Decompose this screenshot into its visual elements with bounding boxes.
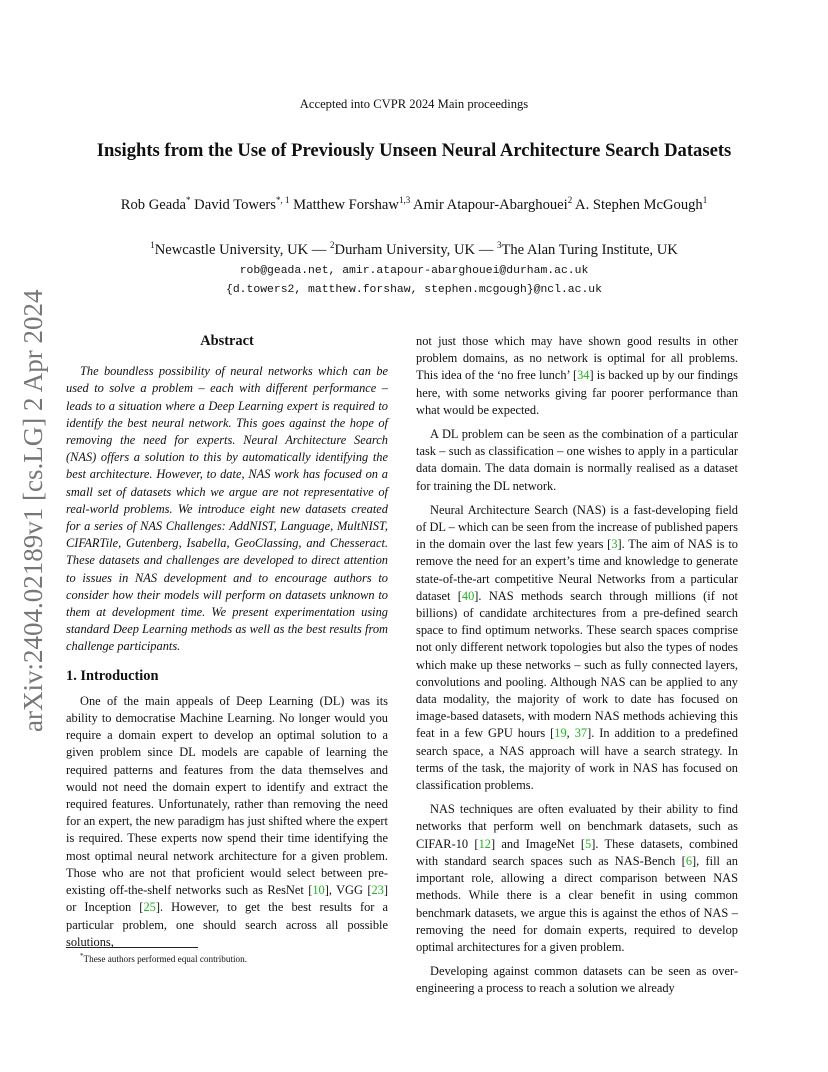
affiliation: The Alan Turing Institute, UK [501, 241, 678, 258]
citation-link[interactable]: 12 [478, 836, 491, 851]
email-line[interactable]: rob@geada.net, amir.atapour-abarghouei@durham.ac.uk [239, 265, 589, 277]
citation-link[interactable]: 19 [554, 726, 567, 741]
author-name: David Towers [194, 196, 276, 213]
affiliation-mark: 1 [150, 240, 155, 250]
author-mark: * [186, 195, 191, 205]
paragraph: Neural Architecture Search (NAS) is a fast-developing field of DL – which can be seen from the increase of published papers in the domain over the last few years [3]. The aim of NAS is to remove the need for an expert’s time and knowledge to generate state-of-the-art competitive Neural Networks from a particular dataset [40]. NAS methods search through millions (if not billions) of candidate architectures from a pre-defined search space to find optimum networks. These search spaces comprise not only different network topologies but also the types of nodes which make up these networks – such as fully connected layers, convolutions and pooling. Although NAS can be applied to any data modality, the majority of work to date has focused on image-based datasets, with modern NAS methods achieving this feat in a few GPU hours [19, 37]. In addition to a predefined search space, a NAS approach will have a search strategy. In terms of the task, the majority of work in NAS has focused on classification problems. [416, 502, 738, 793]
abstract-text: The boundless possibility of neural networks which can be used to solve a problem – each with different performance – leads to a situation where a Deep Learning expert is required to identify the best neural network. This goes against the hope of removing the need for experts. Neural Architecture Search (NAS) offers a solution to this by automatically identifying the best architecture. However, to date, NAS work has focused on a small set of datasets which we argue are not representative of real-world problems. We introduce eight new datasets created for a series of NAS Challenges: AddNIST, Language, MultNIST, CIFARTile, Gutenberg, Isabella, GeoClassing, and Chesseract. These datasets and challenges are developed to direct attention to issues in NAS development and to encourage authors to consider how their models will perform on datasets unknown to them at development time. We present experimentation using standard Deep Learning methods as well as the best results from challenge participants. [66, 364, 388, 654]
abstract-heading: Abstract [200, 333, 254, 349]
arxiv-stamp [18, 289, 58, 732]
left-column [66, 333, 388, 958]
paper-title: Insights from the Use of Previously Unseen Neural Architecture Search Datasets [96, 140, 732, 161]
author-mark: 2 [567, 195, 573, 205]
author-mark: 1 [702, 195, 708, 205]
paragraph: A DL problem can be seen as the combination of a particular task – such as classification – one wishes to apply in a particular data domain. The data domain is normally realised as a dataset for training the DL network. [416, 427, 738, 493]
citation-link[interactable]: 23 [371, 883, 384, 898]
paragraph: not just those which may have shown good results in other problem domains, as no network is optimal for all problems. This idea of the ‘no free lunch’ [34] is backed up by our findings here, with some networks giving far poorer performance than what would be expected. [416, 334, 738, 417]
citation-link[interactable]: 6 [685, 853, 693, 868]
author-mark: *, 1 [275, 195, 290, 205]
affiliation-mark: 3 [496, 240, 502, 250]
footnote: *These authors performed equal contribution. [80, 952, 248, 965]
author-name: A. Stephen McGough [575, 196, 703, 213]
affiliation: Newcastle University, UK — [154, 241, 331, 258]
author-list [0, 195, 828, 214]
affiliations [0, 240, 828, 259]
venue-note: Accepted into CVPR 2024 Main proceedings [299, 97, 529, 111]
paragraph: One of the main appeals of Deep Learning (DL) was its ability to democratise Machine Learning. No longer would you require a domain expert to develop an optimal solution to a given problem since DL models are capable of learning the required patterns and features from the data themselves and would not need the domain expert to identify and extract the required features. Unfortunately, rather than removing the need for an expert, the new paradigm has just shifted where the expert is required. These experts now spend their time identifying the most optimal neural network architecture for a given problem. Those who are not that proficient would select between pre-existing off-the-shelf networks such as ResNet [10], VGG [23] or Inception [25]. However, to get the best results for a particular problem, one should search across all possible solutions, [66, 693, 388, 949]
paragraph: NAS techniques are often evaluated by their ability to find networks that perform well on benchmark datasets, such as CIFAR-10 [12] and ImageNet [5]. These datasets, combined with standard search spaces such as NAS-Bench [6], fill an important role, allowing a direct comparison between NAS methods. While there is a clear benefit in using common benchmark datasets, we argue this is against the ethos of NAS – removing the need for domain experts, required to develop optimal architectures for a given problem. [416, 802, 738, 954]
citation-link[interactable]: 5 [584, 836, 592, 851]
affiliation-mark: 2 [330, 240, 335, 250]
author-name: Matthew Forshaw [293, 196, 399, 213]
paragraph: Developing against common datasets can be seen as over-engineering a process to reach a solution we already [416, 964, 738, 996]
arxiv-identifier[interactable]: arXiv:2404.02189v1 [cs.LG] 2 Apr 2024 [18, 289, 48, 732]
author-name: Amir Atapour-Abarghouei [413, 196, 568, 213]
citation-link[interactable]: 10 [312, 883, 325, 898]
email-line[interactable]: {d.towers2, matthew.forshaw, stephen.mcgough}@ncl.ac.uk [226, 284, 602, 296]
section-heading: 1. Introduction [66, 667, 159, 684]
citation-link[interactable]: 25 [143, 900, 156, 915]
author-name: Rob Geada [120, 196, 187, 213]
author-mark: 1,3 [398, 195, 411, 205]
citation-link[interactable]: 37 [574, 726, 588, 741]
footnote-mark: * [80, 952, 84, 960]
citation-link[interactable]: 34 [577, 368, 590, 383]
citation-link[interactable]: 40 [461, 588, 475, 603]
affiliation: Durham University, UK — [334, 241, 497, 258]
citation-link[interactable]: 3 [611, 537, 618, 552]
right-column [416, 333, 738, 1005]
footnote-rule [66, 947, 198, 948]
